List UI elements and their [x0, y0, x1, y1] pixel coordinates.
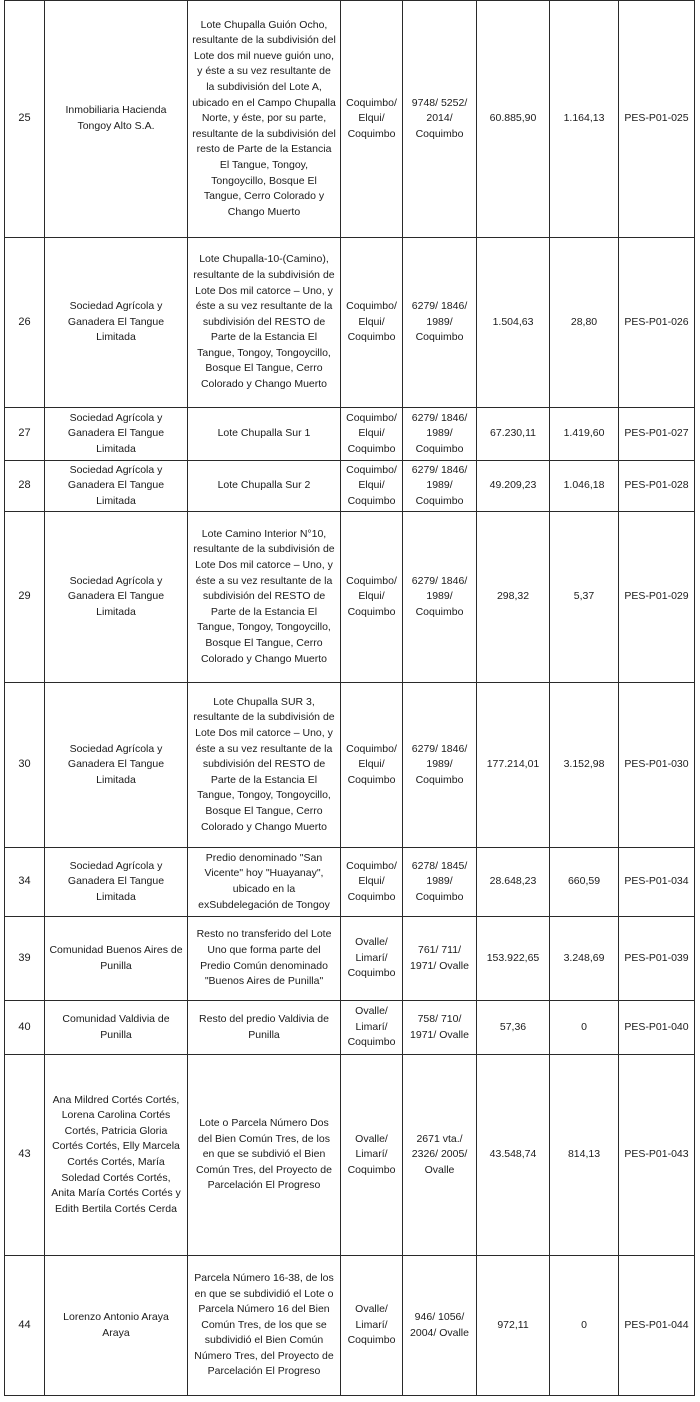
- code-cell: PES-P01-026: [619, 238, 695, 408]
- description-cell: Lote Camino Interior N°10, resultante de la subdivisión de Lote Dos mil catorce – Uno, y éste a su vez resultante de la subdivisión del RESTO de Parte de la Estancia El Tangue, Tongoy, Tongoycillo, Bosque El Tangue, Cerro Colorado y Chango Muerto: [188, 512, 341, 683]
- owner-cell: Sociedad Agrícola y Ganadera El Tangue Limitada: [45, 512, 188, 683]
- location-cell: Coquimbo/ Elqui/ Coquimbo: [341, 848, 403, 917]
- area-cell: 153.922,65: [477, 917, 550, 1001]
- owner-cell: Sociedad Agrícola y Ganadera El Tangue Limitada: [45, 461, 188, 512]
- table-row: [5, 683, 695, 848]
- description-cell: Resto del predio Valdivia de Punilla: [188, 1001, 341, 1055]
- registry-cell: 761/ 711/ 1971/ Ovalle: [403, 917, 477, 1001]
- registry-cell: 6279/ 1846/ 1989/ Coquimbo: [403, 238, 477, 408]
- code-cell: PES-P01-030: [619, 683, 695, 848]
- owner-cell: Inmobiliaria Hacienda Tongoy Alto S.A.: [45, 1, 188, 238]
- affected-area-cell: 1.419,60: [550, 408, 619, 461]
- affected-area-cell: 0: [550, 1256, 619, 1396]
- location-cell: Coquimbo/ Elqui/ Coquimbo: [341, 512, 403, 683]
- area-cell: 972,11: [477, 1256, 550, 1396]
- owner-cell: Sociedad Agrícola y Ganadera El Tangue Limitada: [45, 683, 188, 848]
- description-cell: Lote Chupalla Sur 1: [188, 408, 341, 461]
- owner-cell: Sociedad Agrícola y Ganadera El Tangue Limitada: [45, 848, 188, 917]
- area-cell: 43.548,74: [477, 1055, 550, 1256]
- description-cell: Predio denominado "San Vicente" hoy "Huayanay", ubicado en la exSubdelegación de Tongoy: [188, 848, 341, 917]
- location-cell: Coquimbo/ Elqui/ Coquimbo: [341, 461, 403, 512]
- table-row: [5, 1001, 695, 1055]
- code-cell: PES-P01-044: [619, 1256, 695, 1396]
- table-row: [5, 461, 695, 512]
- row-number: 40: [5, 1001, 45, 1055]
- description-cell: Lote Chupalla SUR 3, resultante de la subdivisión de Lote Dos mil catorce – Uno, y éste a su vez resultante de la subdivisión del RESTO de Parte de la Estancia El Tangue, Tongoy, Tongoycillo, Bosque El Tangue, Cerro Colorado y Chango Muerto: [188, 683, 341, 848]
- location-cell: Ovalle/ Limarí/ Coquimbo: [341, 1001, 403, 1055]
- table-row: [5, 1055, 695, 1256]
- registry-cell: 2671 vta./ 2326/ 2005/ Ovalle: [403, 1055, 477, 1256]
- affected-area-cell: 3.248,69: [550, 917, 619, 1001]
- owner-cell: Comunidad Valdivia de Punilla: [45, 1001, 188, 1055]
- affected-area-cell: 1.164,13: [550, 1, 619, 238]
- code-cell: PES-P01-028: [619, 461, 695, 512]
- area-cell: 1.504,63: [477, 238, 550, 408]
- location-cell: Ovalle/ Limarí/ Coquimbo: [341, 917, 403, 1001]
- row-number: 25: [5, 1, 45, 238]
- table-row: [5, 848, 695, 917]
- table-row: [5, 408, 695, 461]
- description-cell: Parcela Número 16-38, de los en que se subdividió el Lote o Parcela Número 16 del Bien Común Tres, de los que se subdividió el Bien Común Número Tres, del Proyecto de Parcelación El Progreso: [188, 1256, 341, 1396]
- code-cell: PES-P01-034: [619, 848, 695, 917]
- property-registry-table: [4, 0, 695, 1396]
- row-number: 30: [5, 683, 45, 848]
- location-cell: Coquimbo/ Elqui/ Coquimbo: [341, 238, 403, 408]
- table-row: [5, 1256, 695, 1396]
- registry-cell: 6278/ 1845/ 1989/ Coquimbo: [403, 848, 477, 917]
- affected-area-cell: 0: [550, 1001, 619, 1055]
- code-cell: PES-P01-027: [619, 408, 695, 461]
- affected-area-cell: 660,59: [550, 848, 619, 917]
- area-cell: 28.648,23: [477, 848, 550, 917]
- row-number: 34: [5, 848, 45, 917]
- area-cell: 60.885,90: [477, 1, 550, 238]
- row-number: 39: [5, 917, 45, 1001]
- description-cell: Lote o Parcela Número Dos del Bien Común Tres, de los en que se subdivió el Bien Común Tres, del Proyecto de Parcelación El Progreso: [188, 1055, 341, 1256]
- location-cell: Coquimbo/ Elqui/ Coquimbo: [341, 408, 403, 461]
- affected-area-cell: 1.046,18: [550, 461, 619, 512]
- registry-cell: 6279/ 1846/ 1989/ Coquimbo: [403, 461, 477, 512]
- location-cell: Coquimbo/ Elqui/ Coquimbo: [341, 1, 403, 238]
- registry-cell: 946/ 1056/ 2004/ Ovalle: [403, 1256, 477, 1396]
- owner-cell: Comunidad Buenos Aires de Punilla: [45, 917, 188, 1001]
- row-number: 28: [5, 461, 45, 512]
- area-cell: 57,36: [477, 1001, 550, 1055]
- registry-cell: 6279/ 1846/ 1989/ Coquimbo: [403, 683, 477, 848]
- code-cell: PES-P01-025: [619, 1, 695, 238]
- area-cell: 177.214,01: [477, 683, 550, 848]
- area-cell: 298,32: [477, 512, 550, 683]
- code-cell: PES-P01-039: [619, 917, 695, 1001]
- row-number: 43: [5, 1055, 45, 1256]
- description-cell: Lote Chupalla Sur 2: [188, 461, 341, 512]
- owner-cell: Sociedad Agrícola y Ganadera El Tangue Limitada: [45, 238, 188, 408]
- area-cell: 67.230,11: [477, 408, 550, 461]
- description-cell: Lote Chupalla-10-(Camino), resultante de la subdivisión de Lote Dos mil catorce – Uno, y éste a su vez resultante de la subdivisión del RESTO de Parte de la Estancia El Tangue, Tongoy, Tongoycillo, Bosque El Tangue, Cerro Colorado y Chango Muerto: [188, 238, 341, 408]
- affected-area-cell: 28,80: [550, 238, 619, 408]
- code-cell: PES-P01-029: [619, 512, 695, 683]
- row-number: 27: [5, 408, 45, 461]
- registry-cell: 6279/ 1846/ 1989/ Coquimbo: [403, 408, 477, 461]
- area-cell: 49.209,23: [477, 461, 550, 512]
- owner-cell: Sociedad Agrícola y Ganadera El Tangue Limitada: [45, 408, 188, 461]
- table-row: [5, 1, 695, 238]
- registry-cell: 758/ 710/ 1971/ Ovalle: [403, 1001, 477, 1055]
- table-row: [5, 512, 695, 683]
- registry-cell: 6279/ 1846/ 1989/ Coquimbo: [403, 512, 477, 683]
- table-row: [5, 917, 695, 1001]
- affected-area-cell: 5,37: [550, 512, 619, 683]
- location-cell: Ovalle/ Limarí/ Coquimbo: [341, 1055, 403, 1256]
- table-row: [5, 238, 695, 408]
- affected-area-cell: 3.152,98: [550, 683, 619, 848]
- owner-cell: Lorenzo Antonio Araya Araya: [45, 1256, 188, 1396]
- description-cell: Resto no transferido del Lote Uno que forma parte del Predio Común denominado "Buenos Aires de Punilla": [188, 917, 341, 1001]
- location-cell: Coquimbo/ Elqui/ Coquimbo: [341, 683, 403, 848]
- owner-cell: Ana Mildred Cortés Cortés, Lorena Carolina Cortés Cortés, Patricia Gloria Cortés Cortés, Elly Marcela Cortés Cortés, María Soledad Cortés Cortés, Anita María Cortés Cortés y Edith Bertila Cortés Cerda: [45, 1055, 188, 1256]
- row-number: 26: [5, 238, 45, 408]
- affected-area-cell: 814,13: [550, 1055, 619, 1256]
- code-cell: PES-P01-040: [619, 1001, 695, 1055]
- description-cell: Lote Chupalla Guión Ocho, resultante de la subdivisión del Lote dos mil nueve guión uno, y éste a su vez resultante de la subdivisión del Lote A, ubicado en el Campo Chupalla Norte, y éste, por su parte, resultante de la subdivisión del resto de Parte de la Estancia El Tangue, Tongoy, Tongoycillo, Bosque El Tangue, Cerro Colorado y Chango Muerto: [188, 1, 341, 238]
- row-number: 44: [5, 1256, 45, 1396]
- registry-cell: 9748/ 5252/ 2014/ Coquimbo: [403, 1, 477, 238]
- row-number: 29: [5, 512, 45, 683]
- code-cell: PES-P01-043: [619, 1055, 695, 1256]
- location-cell: Ovalle/ Limarí/ Coquimbo: [341, 1256, 403, 1396]
